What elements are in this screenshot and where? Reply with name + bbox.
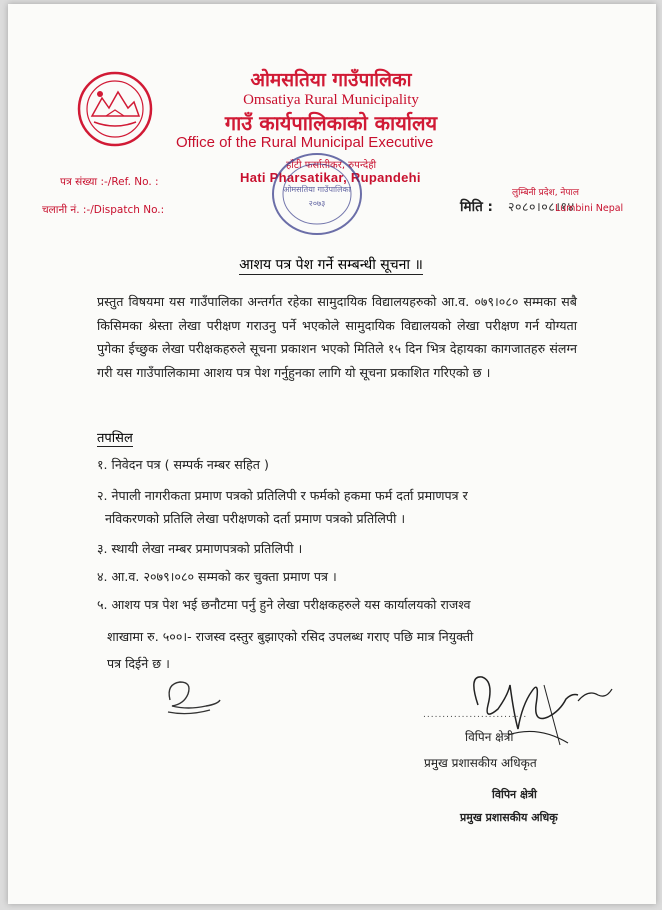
stamp-signatory-title: प्रमुख प्रशासकीय अधिकृ <box>460 811 558 824</box>
list-item: ४. आ.व. २०७९।०८० सम्मको कर चुक्ता प्रमाण पत्र । <box>97 569 337 584</box>
notice-subject: आशय पत्र पेश गर्ने सम्बन्धी सूचना ॥ <box>239 257 423 273</box>
list-item: २. नेपाली नागरीकता प्रमाण पत्रको प्रतिलिपी र फर्मको हकमा फर्म दर्ता प्रमाणपत्र र <box>97 488 468 503</box>
list-item: १. निवेदन पत्र ( सम्पर्क नम्बर सहित ) <box>97 457 269 472</box>
list-item: नविकरणको प्रतिलि लेखा परीक्षणको दर्ता प्रमाण पत्रको प्रतिलिपी । <box>105 511 406 526</box>
date-suffix: Lumbini Nepal <box>555 203 624 214</box>
address-nepali: हाँटी फर्सातीकर, रुपन्देही <box>286 160 377 171</box>
municipality-name-nepali: ओमसतिया गाउँपालिका <box>250 69 412 91</box>
date-value: २०८०।०८।१४ <box>508 199 575 214</box>
signature-line: ........................... <box>423 710 528 720</box>
date-label: मिति : <box>460 199 493 215</box>
stamp-text: ओमसतिया गाउँपालिका <box>283 185 351 194</box>
svg-text:२०७३: २०७३ <box>308 199 326 208</box>
office-stamp <box>268 148 366 240</box>
signatory-title: प्रमुख प्रशासकीय अधिकृत <box>424 756 537 770</box>
ref-number: पत्र संख्या :-/Ref. No. : <box>60 176 159 188</box>
province-label: लुम्बिनी प्रदेश, नेपाल <box>512 188 579 198</box>
signatory-name: विपिन क्षेत्री <box>465 730 514 744</box>
municipality-name-english: Omsatiya Rural Municipality <box>243 92 419 108</box>
list-item: ३. स्थायी लेखा नम्बर प्रमाणपत्रको प्रतिलिपी । <box>97 541 303 556</box>
handwritten-mark-icon <box>158 670 228 720</box>
list-item: पत्र दिईने छ । <box>107 656 170 671</box>
details-heading: तपसिल <box>97 428 133 447</box>
address-english: Hati Pharsatikar, Rupandehi <box>240 170 421 185</box>
list-item: ५. आशय पत्र पेश भई छनौटमा पर्नु हुने लेखा परीक्षकहरुले यस कार्यालयको राजश्व <box>97 597 471 612</box>
office-name-english: Office of the Rural Municipal Executive <box>176 134 434 151</box>
list-item: शाखामा रु. ५००।- राजस्व दस्तुर बुझाएको रसिद उपलब्ध गराए पछि मात्र नियुक्ती <box>107 629 474 644</box>
office-name-nepali: गाउँ कार्यपालिकाको कार्यालय <box>224 111 438 135</box>
stamp-signatory-name: विपिन क्षेत्री <box>492 788 537 801</box>
dispatch-number: चलानी नं. :-/Dispatch No.: <box>42 204 165 216</box>
notice-body: प्रस्तुत विषयमा यस गाउँपालिका अन्तर्गत रहेका सामुदायिक विद्यालयहरुको आ.व. ०७९।०८० सम्मका सबै किसिमका श्रेस्ता लेखा परीक्षण गराउनु पर्ने भएकोले सामुदायिक विद्यालयको लेखा परीक्षण गर्न योग्यता पुगेका ईच्छुक लेखा परीक्षकहरुले सूचना प्रकाशन भएको मितिले १५ दिन भित्र देहायका कागजातहरु संलग्न गरी यस गाउँपालिकामा आशय पत्र पेश गर्नुहुनका लागि यो सूचना प्रकाशित गरिएको छ । <box>97 294 577 380</box>
